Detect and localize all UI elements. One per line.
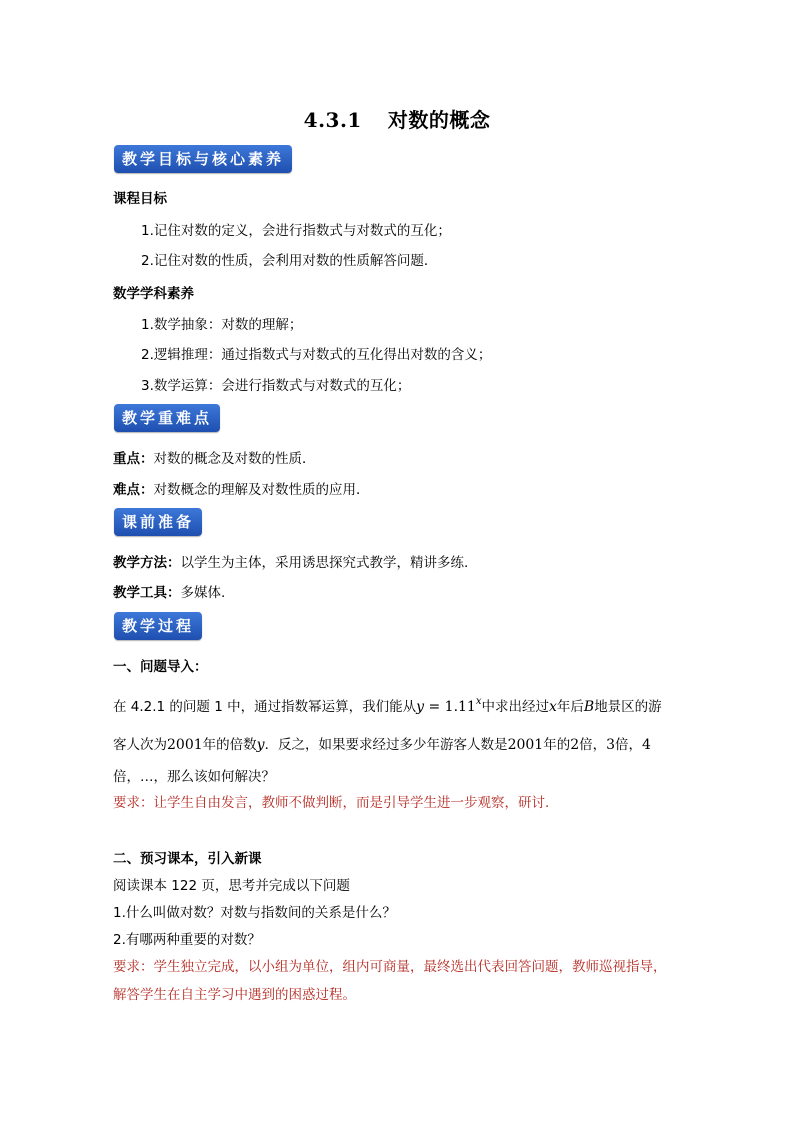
page-title (0, 104, 794, 133)
text-run: 年后 (556, 699, 584, 715)
text-run: 年的 (543, 737, 571, 753)
course-goals-heading: 课程目标 (113, 191, 167, 207)
var-x: x (548, 699, 557, 715)
difficulty-line (113, 478, 370, 498)
formula-y: y (416, 699, 425, 715)
course-goal-item: 1.记住对数的定义，会进行指数式与对数式的互化； (141, 223, 451, 239)
problem-line-3: 倍，…，那么该如何解决？ (113, 769, 275, 785)
requirement-1: 要求：让学生自由发言，教师不做判断，而是引导学生进一步观察，研讨. (113, 795, 550, 811)
text-run: ．反之，如果要求经过多少年游客人数是 (264, 737, 508, 753)
prep-banner: 课前准备 (114, 508, 202, 536)
problem-line-2 (113, 733, 651, 753)
literacy-heading: 数学学科素养 (113, 286, 194, 302)
year-2001: 2001 (507, 737, 544, 753)
requirement-2-line-1: 要求：学生独立完成，以小组为单位，组内可商量，最终选出代表回答问题，教师巡视指导， (113, 959, 667, 975)
literacy-item: 1.数学抽象：对数的理解； (141, 317, 303, 333)
num-3: 3 (606, 737, 616, 753)
tools-line (113, 581, 225, 601)
goals-banner: 教学目标与核心素养 (114, 145, 292, 173)
requirement-2-line-2: 解答学生在自主学习中遇到的困惑过程。 (113, 987, 356, 1003)
num-4: 4 (642, 737, 651, 753)
formula-exponent: x (475, 696, 482, 707)
text-run: 在 4.2.1 的问题 1 中，通过指数幂运算，我们能从 (113, 699, 417, 715)
reading-instruction: 阅读课本 122 页，思考并完成以下问题 (113, 878, 350, 894)
title-text: 对数的概念 (387, 108, 491, 132)
text-run: 中求出经过 (481, 699, 549, 715)
question-1: 1.什么叫做对数？对数与指数间的关系是什么？ (113, 905, 396, 921)
course-goal-item: 2.记住对数的性质，会利用对数的性质解答问题． (141, 253, 438, 269)
process-banner: 教学过程 (114, 612, 202, 640)
num-2: 2 (570, 737, 580, 753)
difficulty-label: 难点： (113, 482, 154, 498)
method-label: 教学方法： (113, 555, 181, 571)
var-b: B (583, 699, 595, 715)
problem-line-1 (113, 695, 662, 715)
var-y: y (256, 737, 265, 753)
method-line (113, 551, 468, 571)
literacy-item: 3.数学运算：会进行指数式与对数式的互化； (141, 378, 411, 394)
literacy-item: 2.逻辑推理：通过指数式与对数式的互化得出对数的含义； (141, 347, 492, 363)
title-number: 4.3.1 (303, 108, 362, 132)
part2-heading: 二、预习课本，引入新课 (113, 851, 262, 867)
focus-line (113, 447, 316, 467)
text-run: 客人次为 (113, 737, 167, 753)
year-2001: 2001 (167, 737, 203, 753)
focus-text: 对数的概念及对数的性质． (153, 451, 316, 467)
difficulty-text: 对数概念的理解及对数性质的应用． (153, 482, 370, 498)
text-run: 地景区的游 (594, 699, 662, 715)
text-run: 倍， (615, 737, 643, 753)
formula-eq: = 1.11 (424, 699, 476, 715)
text-run: 倍， (579, 737, 607, 753)
text-run: 年的倍数 (202, 737, 257, 753)
tools-label: 教学工具： (113, 585, 181, 601)
tools-text: 多媒体. (180, 585, 226, 601)
part1-heading: 一、问题导入： (113, 659, 208, 675)
keypoints-banner: 教学重难点 (114, 404, 220, 432)
method-text: 以学生为主体，采用诱思探究式教学，精讲多练. (180, 555, 469, 571)
focus-label: 重点： (113, 451, 154, 467)
question-2: 2.有哪两种重要的对数？ (113, 932, 261, 948)
